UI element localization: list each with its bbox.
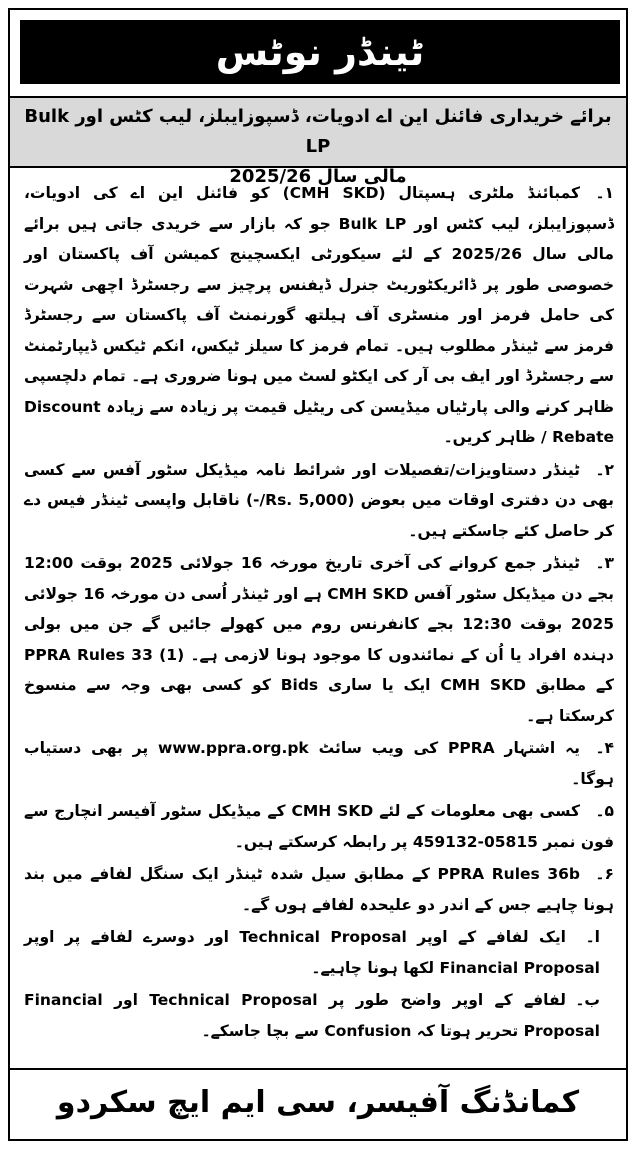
paragraph-text: کمبائنڈ ملٹری ہسپتال (CMH SKD) کو فائنل این اے کی ادویات، ڈسپوزایبلز، لیب کٹس اور Bulk LP جو کہ بازار سے خریدی جاتی ہیں برائے مالی سال 2025/26 کے لئے سیکورٹی ایکسچینج کمیشن آف پاکستان اور خصوصی طور پر ڈائریکٹوریٹ جنرل ڈیفنس پرچیز سے رجسٹرڈ اچھی شہرت کی حامل فرمز اور منسٹری آف ہیلتھ گورنمنٹ آف پاکستان سے رجسٹرڈ فرمز سے ٹینڈر مطلوب ہیں۔ تمام فرمز کا سیلز ٹیکس، انکم ٹیکس ڈیپارٹمنٹ سے رجسٹرڈ اور ایف بی آر کی ایکٹو لسٹ میں ہونا ضروری ہے۔ تمام دلچسپی ظاہر کرنے والی پارٹیاں میڈیسن کی ریٹیل قیمت پر زیادہ سے زیادہ Discount / Rebate ظاہر کریں۔ bbox=[24, 184, 614, 446]
paragraph-number: ۴۔ bbox=[595, 739, 614, 757]
subheading-line-1: برائے خریداری فائنل این اے ادویات، ڈسپوزایبلز، لیب کٹس اور Bulk LP bbox=[24, 106, 612, 157]
paragraph-text: ٹینڈر دستاویزات/تفصیلات اور شرائط نامہ میڈیکل سٹور آفس سے کسی بھی دن دفتری اوقات میں بعوض (Rs. 5,000/-) ناقابل واپسی ٹینڈر فیس دے کر حاصل کئے جاسکتے ہیں۔ bbox=[24, 460, 614, 540]
notice-subheading bbox=[10, 96, 626, 187]
notice-title-text: ٹینڈر نوٹس bbox=[215, 30, 425, 74]
notice-body bbox=[24, 178, 614, 1048]
paragraph-number: ۵۔ bbox=[595, 802, 614, 820]
paragraph-text: PPRA Rules 36b کے مطابق سیل شدہ ٹینڈر ایک سنگل لفافے میں بند ہونا چاہیے جس کے اندر دو علیحدہ لفافے ہوں گے۔ bbox=[24, 865, 614, 914]
subparagraph-b bbox=[24, 985, 614, 1046]
paragraph-number: ۳۔ bbox=[595, 554, 615, 572]
footer-divider bbox=[10, 1068, 626, 1070]
paragraph-text: کسی بھی معلومات کے لئے CMH SKD کے میڈیکل سٹور آفیسر انچارج سے فون نمبر 05815-459132 پر رابطہ کرسکتے ہیں۔ bbox=[24, 802, 614, 851]
subparagraph-text: ایک لفافے کے اوپر Technical Proposal اور دوسرے لفافے پر اوپر Financial Proposal لکھا ہونا چاہیے۔ bbox=[24, 928, 600, 977]
paragraph-4 bbox=[24, 733, 614, 794]
paragraph-2 bbox=[24, 455, 614, 547]
tender-notice-frame bbox=[8, 8, 628, 1141]
notice-title bbox=[20, 20, 620, 84]
paragraph-text: ٹینڈر جمع کروانے کی آخری تاریخ مورخہ 16 جولائی 2025 بوقت 12:00 بجے دن میڈیکل سٹور آفس CMH SKD ہے اور ٹینڈر اُسی دن مورخہ 16 جولائی 2025 بوقت 12:30 بجے کانفرنس روم میں کھولے جائیں گے جن میں بولی دہندہ افراد یا اُن کے نمائندوں کا موجود ہونا لازمی ہے۔ (1) PPRA Rules 33 کے مطابق CMH SKD ایک یا ساری Bids کو کسی بھی وجہ سے منسوخ کرسکتا ہے۔ bbox=[24, 554, 615, 725]
subheading-line-2: مالی سال 2025/26 bbox=[229, 166, 407, 187]
subparagraph-number: ا۔ bbox=[585, 928, 600, 946]
signatory: کمانڈنگ آفیسر، سی ایم ایچ سکردو bbox=[56, 1085, 580, 1120]
paragraph-text: یہ اشتہار PPRA کی ویب سائٹ www.ppra.org.pk پر بھی دستیاب ہوگا۔ bbox=[24, 739, 614, 788]
paragraph-5 bbox=[24, 796, 614, 857]
paragraph-number: ۱۔ bbox=[595, 184, 614, 202]
paragraph-number: ۶۔ bbox=[595, 865, 614, 883]
subparagraph-text: لفافے کے اوپر واضح طور پر Technical Proposal اور Financial Proposal تحریر ہوتا کہ Confusion سے بچا جاسکے۔ bbox=[24, 991, 600, 1040]
paragraph-1 bbox=[24, 178, 614, 453]
paragraph-number: ۲۔ bbox=[595, 460, 614, 479]
subparagraph-a bbox=[24, 922, 614, 983]
paragraph-3 bbox=[24, 548, 614, 731]
paragraph-6 bbox=[24, 859, 614, 920]
subparagraph-number: ب۔ bbox=[575, 991, 600, 1009]
